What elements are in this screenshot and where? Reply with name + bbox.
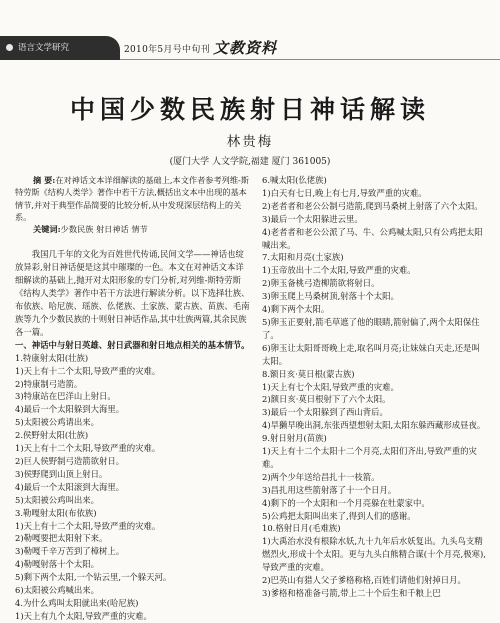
journal-name: 文教资料 [213,39,278,57]
text-line: 1)天上有十二个太阳十二个月亮,太阳们齐出,导致严重的灾难。 [262,446,477,469]
text-line: 5)公鸡把太阳叫出来了,得到人们的感谢。 [262,510,416,521]
text-line: 5)太阳被公鸡叫出来。 [15,494,99,505]
text-line: 2)两个少年送给昌扎十一枝箭。 [262,471,380,482]
text-line: 3)卵玉爬上马桑树顶,射落十个太阳。 [262,291,399,302]
author-name: 林贵梅 [226,134,274,150]
text-line: 4)勒嘎射落十个太阳。 [15,559,99,570]
text-line: 4)最后一个太阳躲到大海里。 [15,404,125,415]
text-line: 3)最后一个太阳躲进云里。 [262,213,363,224]
text-line: 2)额日亥·莫日根射下了六个太阳。 [262,394,391,405]
left-column [15,174,251,623]
text-line: 2)巴英山有猎人父子爹格称格,百姓们请他们射掉日月。 [262,575,466,586]
text-line: 5)剩下两个太阳,一个钻云里,一个躲天河。 [15,572,172,583]
text-line: 1)天上有十二个太阳,导致严重的灾难。 [15,443,161,454]
section-label: 语言文学研究 [18,43,70,53]
header-rule [120,59,500,60]
text-line: 6.喊太阳(仫佬族) [262,175,327,185]
keywords-label: 关键词: [33,224,61,235]
text-line: 4)剩下两个太阳。 [262,304,330,315]
text-line: 7.太阳和月亮(土家族) [262,252,344,263]
page-header [0,0,500,62]
section-tab [0,36,120,60]
text-line: 1)天上有九个太阳,导致严重的灾难。 [15,610,152,621]
intro-paragraph: 我国几千年的文化为百姓世代传诵,民间文学——神话也绽放异彩,射日神话便是这其中璀璨的一色。本文在对神话文本详细解读的基础上,抛开对太阳形象的专门分析,对列维-斯特劳斯《结构人类学》著作中若干方法进行解读分析。以下选择壮族、布依族、哈尼族、瑶族、仫佬族、土家族、蒙古族、苗族、毛南族等九个少数民族的十则射日神话作品,其中壮族两篇,其余民族各一篇。 [15,249,250,337]
abstract-text: 在对神话文本详细解读的基础上,本文作者参考列维-斯特劳斯《结构人类学》著作中若干方法,概括出文本中出现的基本情节,并对于典型作品简要的比较分析,从中发现深层结构上的关系。 [15,175,249,222]
left-body [15,248,251,622]
text-line: 4)最后一个太阳滚到大海里。 [15,481,125,492]
text-line: 3)最后一个太阳躲到了西山背后。 [262,407,388,418]
text-line: 1)玉帝放出十二个太阳,导致严重的灾难。 [262,265,416,276]
text-line: 3.勒嘎射太阳(布依族) [15,507,97,518]
text-line: 1)天上有七个太阳,导致严重的灾难。 [262,381,399,392]
text-line: 1)天上有十二个太阳,导致严重的灾难。 [15,520,161,531]
section-heading: 一、神话中与射日英雄、射日武器和射日地点相关的基本情节。 [15,339,250,350]
text-line: 6)卵玉让太阳哥哥晚上走,取名叫月亮;让妹妹白天走,还是叫太阳。 [262,342,480,366]
text-line: 3)爹格和格准备弓箭,带上二十个后生和千粮上巴 [262,588,441,598]
text-line: 3)特康站在巴洋山上射日。 [15,391,116,402]
text-line: 2)勒嘎要把太阳射下来。 [15,533,108,544]
text-line: 2.侯野射太阳(壮族) [15,430,89,441]
keywords-text: 少数民族 射日神话 情节 [60,224,148,235]
text-line: 2)卵玉备桃弓造柳箭欲将射日。 [262,278,380,289]
author-affiliation: (厦门大学 人文学院,福建 厦门 361005) [169,157,331,167]
right-body [262,174,488,600]
abstract [15,174,251,223]
text-line: 4)老者者和老公公派了马、牛、公鸡喊太阳,只有公鸡把太阳喊出来。 [262,226,483,250]
text-line: 8.额日亥·莫日根(蒙古族) [262,368,355,379]
right-column [262,174,488,600]
text-line: 5)太阳被公鸡请出来。 [15,417,99,428]
text-line: 6)太阳被公鸡喊出来。 [15,585,99,596]
text-line: 4.为什么鸡叫太阳就出来(哈尼族) [15,597,139,608]
text-line: 4)旱獭早晚出洞,东张西望想射太阳,太阳东躲西藏形成昼夜。 [262,420,486,431]
text-line: 9.射日射月(苗族) [262,433,327,444]
text-line: 3)侯野爬到山顶上射日。 [15,468,108,479]
bullet-icon [6,44,13,51]
text-line: 4)剩下的一个太阳和一个月亮躲在牡蒙家中。 [262,497,430,508]
text-line: 3)昌扎用这些箭射落了十一个日月。 [262,484,397,495]
article-title: 中国少数民族射日神话解读 [69,95,430,124]
text-line: 5)卵玉正要射,箭毛草遮了他的眼睛,箭射偏了,两个太阳保住了。 [262,316,480,340]
text-line: 1.特康射太阳(壮族) [15,352,89,363]
text-line: 2)巨人侯野制弓造箭欲射日。 [15,455,125,466]
text-line: 1)大禹治水没有根除水妖,九十九年后水妖复出。九头鸟支精燃烈火,形成十个太阳。更与九头白熊精合谋(十个月亮,极寒),导致严重的灾难。 [262,536,486,573]
text-line: 2)老者者和老公公制弓造箭,爬到马桑树上射落了六个太阳。 [262,200,483,211]
text-line: 2)特康制弓造箭。 [15,378,83,389]
keywords [15,223,251,235]
issue-label: 2010年5月号中旬刊 [124,45,210,55]
abstract-label: 摘 要: [33,175,56,185]
text-line: 1)天上有十二个太阳,导致严重的灾难。 [15,365,161,376]
text-line: 1)白天有七日,晚上有七月,导致严重的灾难。 [262,187,427,198]
text-line: 10.格射日月(毛难族) [262,523,341,534]
text-line: 3)勒嘎千辛万苦到了樟树上。 [15,546,125,557]
